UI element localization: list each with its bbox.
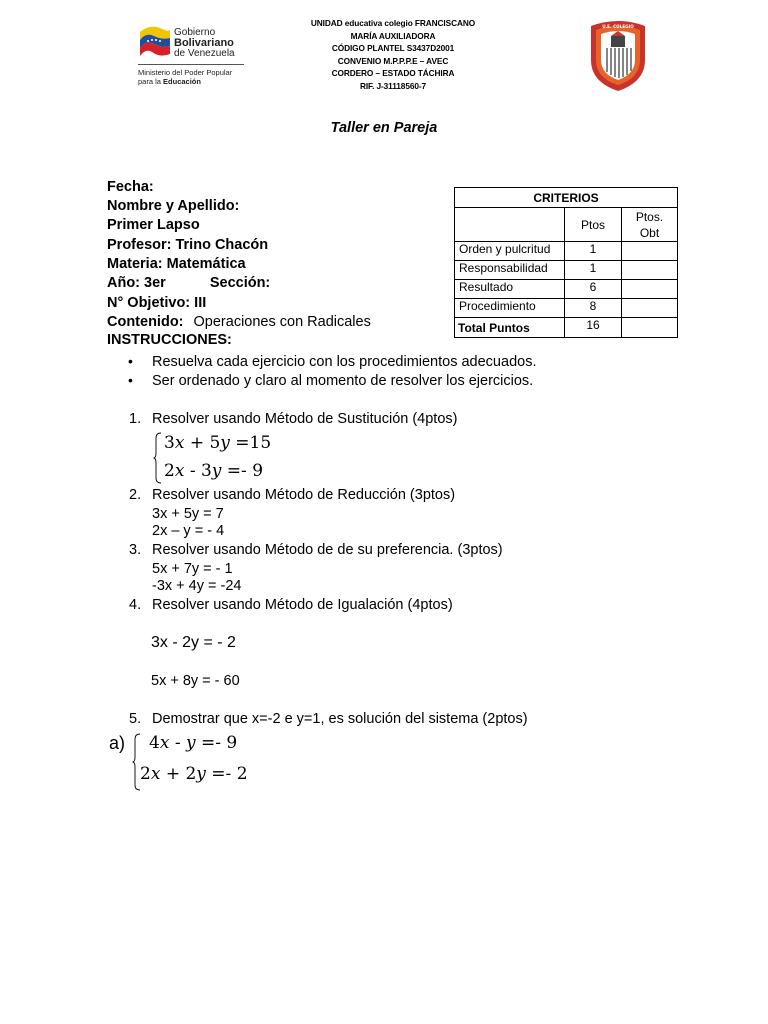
criteria-name: Procedimiento: [455, 299, 565, 318]
page-title: Taller en Pareja: [330, 120, 438, 136]
total-label: Total Puntos: [455, 318, 565, 338]
system1-eq1: 3x + 5y =15: [164, 433, 272, 453]
school-line: CÓDIGO PLANTEL S3437D2001: [331, 43, 455, 54]
gov-logo-line2: Bolivariano: [174, 37, 234, 49]
seccion-label: Sección:: [209, 275, 271, 291]
criteria-obt-header: Ptos. Obt: [622, 208, 678, 242]
exercise-3-eq2: -3x + 4y = -24: [152, 578, 242, 594]
school-header: [292, 17, 494, 93]
gov-logo-divider: [138, 64, 244, 65]
criteria-obt[interactable]: [622, 242, 678, 261]
bullet-icon: •: [128, 353, 133, 369]
criteria-pts: 1: [565, 242, 622, 261]
exercise-2: 2. Resolver usando Método de Reducción (3ptos): [129, 487, 456, 503]
criteria-title: CRITERIOS: [455, 188, 678, 208]
nombre-label: Nombre y Apellido:: [107, 198, 240, 214]
criteria-name: Resultado: [455, 280, 565, 299]
anio-label: Año: 3er: [107, 275, 166, 291]
crest-text: U.E. COLEGIO: [602, 24, 634, 29]
school-line: CORDERO – ESTADO TÁCHIRA: [331, 68, 455, 79]
criteria-name: Orden y pulcritud: [455, 242, 565, 261]
left-brace-icon: [153, 432, 163, 484]
criteria-pts: 6: [565, 280, 622, 299]
profesor-label: Profesor: Trino Chacón: [107, 237, 269, 253]
bullet-icon: •: [128, 372, 133, 388]
exercise-4-eq1: 3x - 2y = - 2: [151, 634, 236, 651]
gov-logo-line1: Gobierno: [174, 27, 216, 38]
total-obt[interactable]: [622, 318, 678, 338]
instruction-item: • Ser ordenado y claro al momento de resolver los ejercicios.: [128, 372, 534, 389]
criteria-pts: 1: [565, 261, 622, 280]
exercise-2-eq2: 2x – y = - 4: [152, 523, 225, 539]
total-value: 16: [565, 318, 622, 338]
exercise-1: 1. Resolver usando Método de Sustitución (4ptos): [129, 411, 458, 427]
criteria-pts: 8: [565, 299, 622, 318]
criteria-obt[interactable]: [622, 261, 678, 280]
table-row: [455, 318, 678, 338]
government-logo: [138, 22, 250, 88]
criteria-ptos-header: Ptos: [565, 208, 622, 242]
gov-logo-ministry2: para la Educación: [138, 77, 201, 86]
instrucciones-label: INSTRUCCIONES:: [107, 332, 232, 348]
contenido-label: Contenido:: [107, 314, 184, 330]
exercise-4-eq2: 5x + 8y = - 60: [151, 673, 240, 689]
contenido-row: [107, 313, 371, 331]
table-row: [455, 280, 678, 299]
instruction-item: • Resuelva cada ejercicio con los procedimientos adecuados.: [128, 353, 537, 370]
school-line: MARÍA AUXILIADORA: [350, 30, 436, 41]
criteria-obt[interactable]: [622, 299, 678, 318]
system5-eq2: 2x + 2y =- 2: [140, 764, 248, 784]
system5-label: a): [109, 733, 126, 753]
school-line: RIF. J-31118560-7: [359, 80, 427, 91]
criteria-table: [454, 187, 676, 338]
school-line: CONVENIO M.P.P.P.E – AVEC: [337, 55, 449, 66]
objetivo-label: N° Objetivo: III: [107, 295, 207, 311]
criteria-name-header: [455, 208, 565, 242]
criteria-obt[interactable]: [622, 280, 678, 299]
lapso-label: Primer Lapso: [107, 217, 200, 233]
exercise-5: 5. Demostrar que x=-2 e y=1, es solución del sistema (2ptos): [129, 711, 528, 727]
fecha-label: Fecha:: [107, 179, 154, 195]
table-row: [455, 261, 678, 280]
system5-eq1: 4x - y =- 9: [149, 733, 238, 753]
exercise-3-eq1: 5x + 7y = - 1: [152, 561, 233, 577]
exercise-4: 4. Resolver usando Método de Igualación (4ptos): [129, 597, 453, 613]
school-line: UNIDAD educativa colegio FRANCISCANO: [310, 18, 476, 28]
table-row: [455, 299, 678, 318]
school-crest-icon: [587, 18, 649, 92]
gov-logo-ministry1: Ministerio del Poder Popular: [138, 68, 233, 77]
gov-logo-line3: de Venezuela: [174, 48, 235, 59]
contenido-value: Operaciones con Radicales: [193, 314, 371, 330]
materia-label: Materia: Matemática: [107, 256, 246, 272]
criteria-name: Responsabilidad: [455, 261, 565, 280]
system1-eq2: 2x - 3y =- 9: [164, 461, 264, 481]
exercise-3: 3. Resolver usando Método de de su preferencia. (3ptos): [129, 542, 503, 558]
table-row: [455, 242, 678, 261]
anio-seccion-row: [107, 274, 270, 292]
exercise-2-eq1: 3x + 5y = 7: [152, 506, 224, 522]
